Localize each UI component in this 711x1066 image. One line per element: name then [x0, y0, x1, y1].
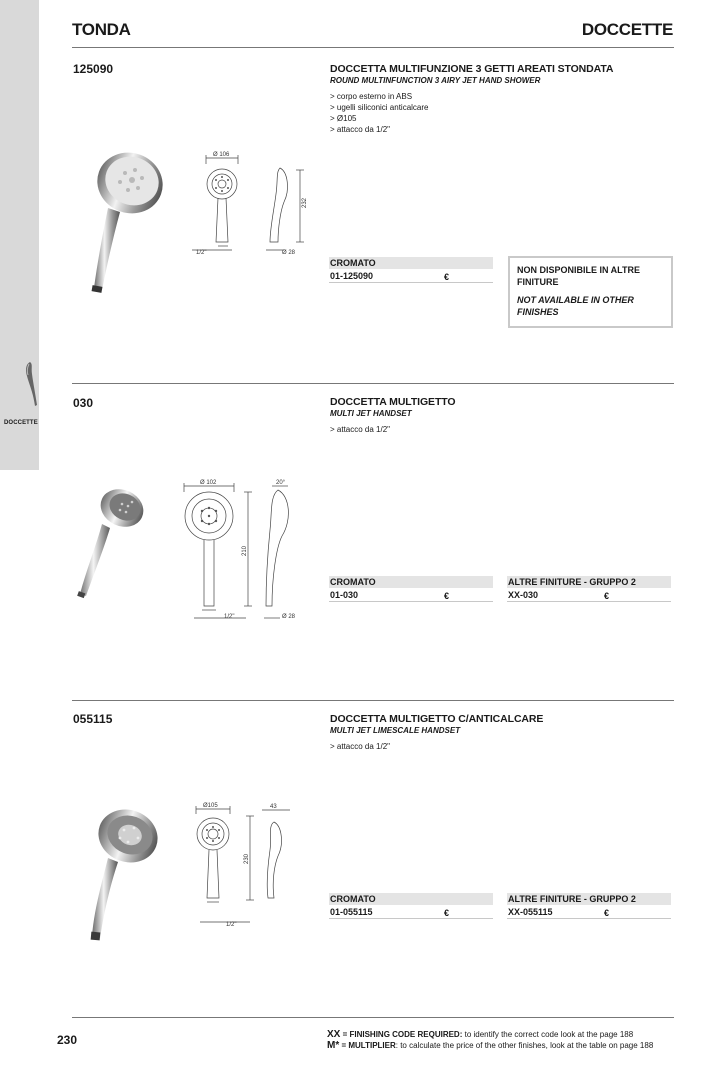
euro-symbol: € — [604, 591, 610, 601]
sidebar-label: DOCCETTE — [4, 420, 38, 426]
dim-thread: 1/2" — [224, 614, 235, 620]
finish-table-primary — [329, 893, 493, 919]
dim-diameter: Ø105 — [203, 803, 218, 809]
finish-header: ALTRE FINITURE - GRUPPO 2 — [507, 893, 671, 905]
product-photo — [80, 148, 180, 298]
product-subtitle: MULTI JET LIMESCALE HANDSET — [330, 726, 461, 735]
finish-row — [329, 905, 493, 919]
section-divider — [72, 700, 674, 701]
feature-list — [330, 91, 429, 135]
footer-note-m — [327, 1041, 653, 1051]
feature-item: > Ø105 — [330, 114, 357, 123]
footer-divider — [72, 1017, 674, 1018]
euro-symbol: € — [604, 908, 610, 918]
finish-table-other — [507, 893, 671, 919]
header-title-right: DOCCETTE — [581, 20, 673, 39]
finish-code: 01-125090 — [330, 271, 374, 281]
euro-symbol: € — [444, 272, 450, 282]
feature-item: > ugelli siliconici anticalcare — [330, 103, 429, 112]
product-photo — [78, 806, 163, 944]
header-divider — [72, 47, 674, 48]
dim-hose: Ø 28 — [282, 614, 296, 620]
xx-text: to identify the correct code look at the page 188 — [464, 1030, 634, 1039]
finish-header: CROMATO — [329, 893, 493, 905]
finish-row — [329, 588, 493, 602]
m-label: = MULTIPLIER — [341, 1041, 396, 1050]
finish-header: CROMATO — [329, 576, 493, 588]
finish-header: ALTRE FINITURE - GRUPPO 2 — [507, 576, 671, 588]
xx-label: = FINISHING CODE REQUIRED: — [342, 1030, 463, 1039]
finish-code: 01-030 — [330, 590, 359, 600]
dim-thread: 1/2" — [226, 922, 237, 928]
dim-thread: 1/2" — [196, 250, 207, 256]
finish-row — [507, 588, 671, 602]
feature-item: > corpo esterno in ABS — [330, 92, 413, 101]
technical-drawing — [192, 150, 310, 260]
euro-symbol: € — [444, 908, 450, 918]
footer-note-xx — [327, 1030, 633, 1040]
feature-item: > attacco da 1/2" — [330, 425, 390, 434]
product-title: DOCCETTA MULTIGETTO — [330, 396, 456, 408]
m-text: : to calculate the price of the other finishes, look at the table on page 188 — [395, 1041, 654, 1050]
header-title-left: TONDA — [72, 20, 131, 39]
not-available-notice — [508, 256, 673, 328]
notice-english: NOT AVAILABLE IN OTHER FINISHES — [517, 295, 634, 317]
feature-list — [330, 424, 390, 435]
dim-angle: 20° — [276, 480, 286, 486]
dim-hose: Ø 28 — [282, 250, 296, 256]
finish-code: 01-055115 — [330, 907, 373, 917]
product-title: DOCCETTA MULTIFUNZIONE 3 GETTI AREATI STONDATA — [330, 63, 614, 75]
feature-item: > attacco da 1/2" — [330, 125, 390, 134]
shower-icon — [20, 360, 38, 410]
finish-header: CROMATO — [329, 257, 493, 269]
product-code: 125090 — [73, 62, 114, 76]
dim-length: 232 — [302, 197, 308, 208]
finish-row — [329, 269, 493, 283]
xx-key: XX — [327, 1029, 341, 1040]
dim-length: 210 — [242, 545, 248, 556]
dim-diameter: Ø 106 — [213, 152, 230, 158]
product-subtitle: MULTI JET HANDSET — [330, 409, 412, 418]
product-code: 030 — [73, 396, 94, 410]
finish-table-other — [507, 576, 671, 602]
technical-drawing — [190, 800, 300, 930]
feature-item: > attacco da 1/2" — [330, 742, 390, 751]
feature-list — [330, 741, 390, 752]
euro-symbol: € — [444, 591, 450, 601]
m-key: M* — [327, 1040, 340, 1051]
finish-code: XX-055115 — [508, 907, 553, 917]
dim-length: 230 — [244, 853, 250, 864]
product-photo — [72, 486, 152, 601]
product-code: 055115 — [73, 712, 113, 726]
finish-row — [507, 905, 671, 919]
finish-table-primary — [329, 257, 493, 283]
product-title: DOCCETTA MULTIGETTO C/ANTICALCARE — [330, 713, 544, 725]
finish-code: XX-030 — [508, 590, 539, 600]
finish-table-primary — [329, 576, 493, 602]
notice-italian: NON DISPONIBILE IN ALTRE FINITURE — [517, 265, 641, 287]
dim-diameter: Ø 102 — [200, 480, 217, 486]
technical-drawing — [180, 478, 304, 623]
page-number: 230 — [57, 1033, 78, 1047]
dim-depth: 43 — [270, 804, 277, 810]
product-subtitle: ROUND MULTINFUNCTION 3 AIRY JET HAND SHOWER — [330, 76, 541, 85]
section-divider — [72, 383, 674, 384]
